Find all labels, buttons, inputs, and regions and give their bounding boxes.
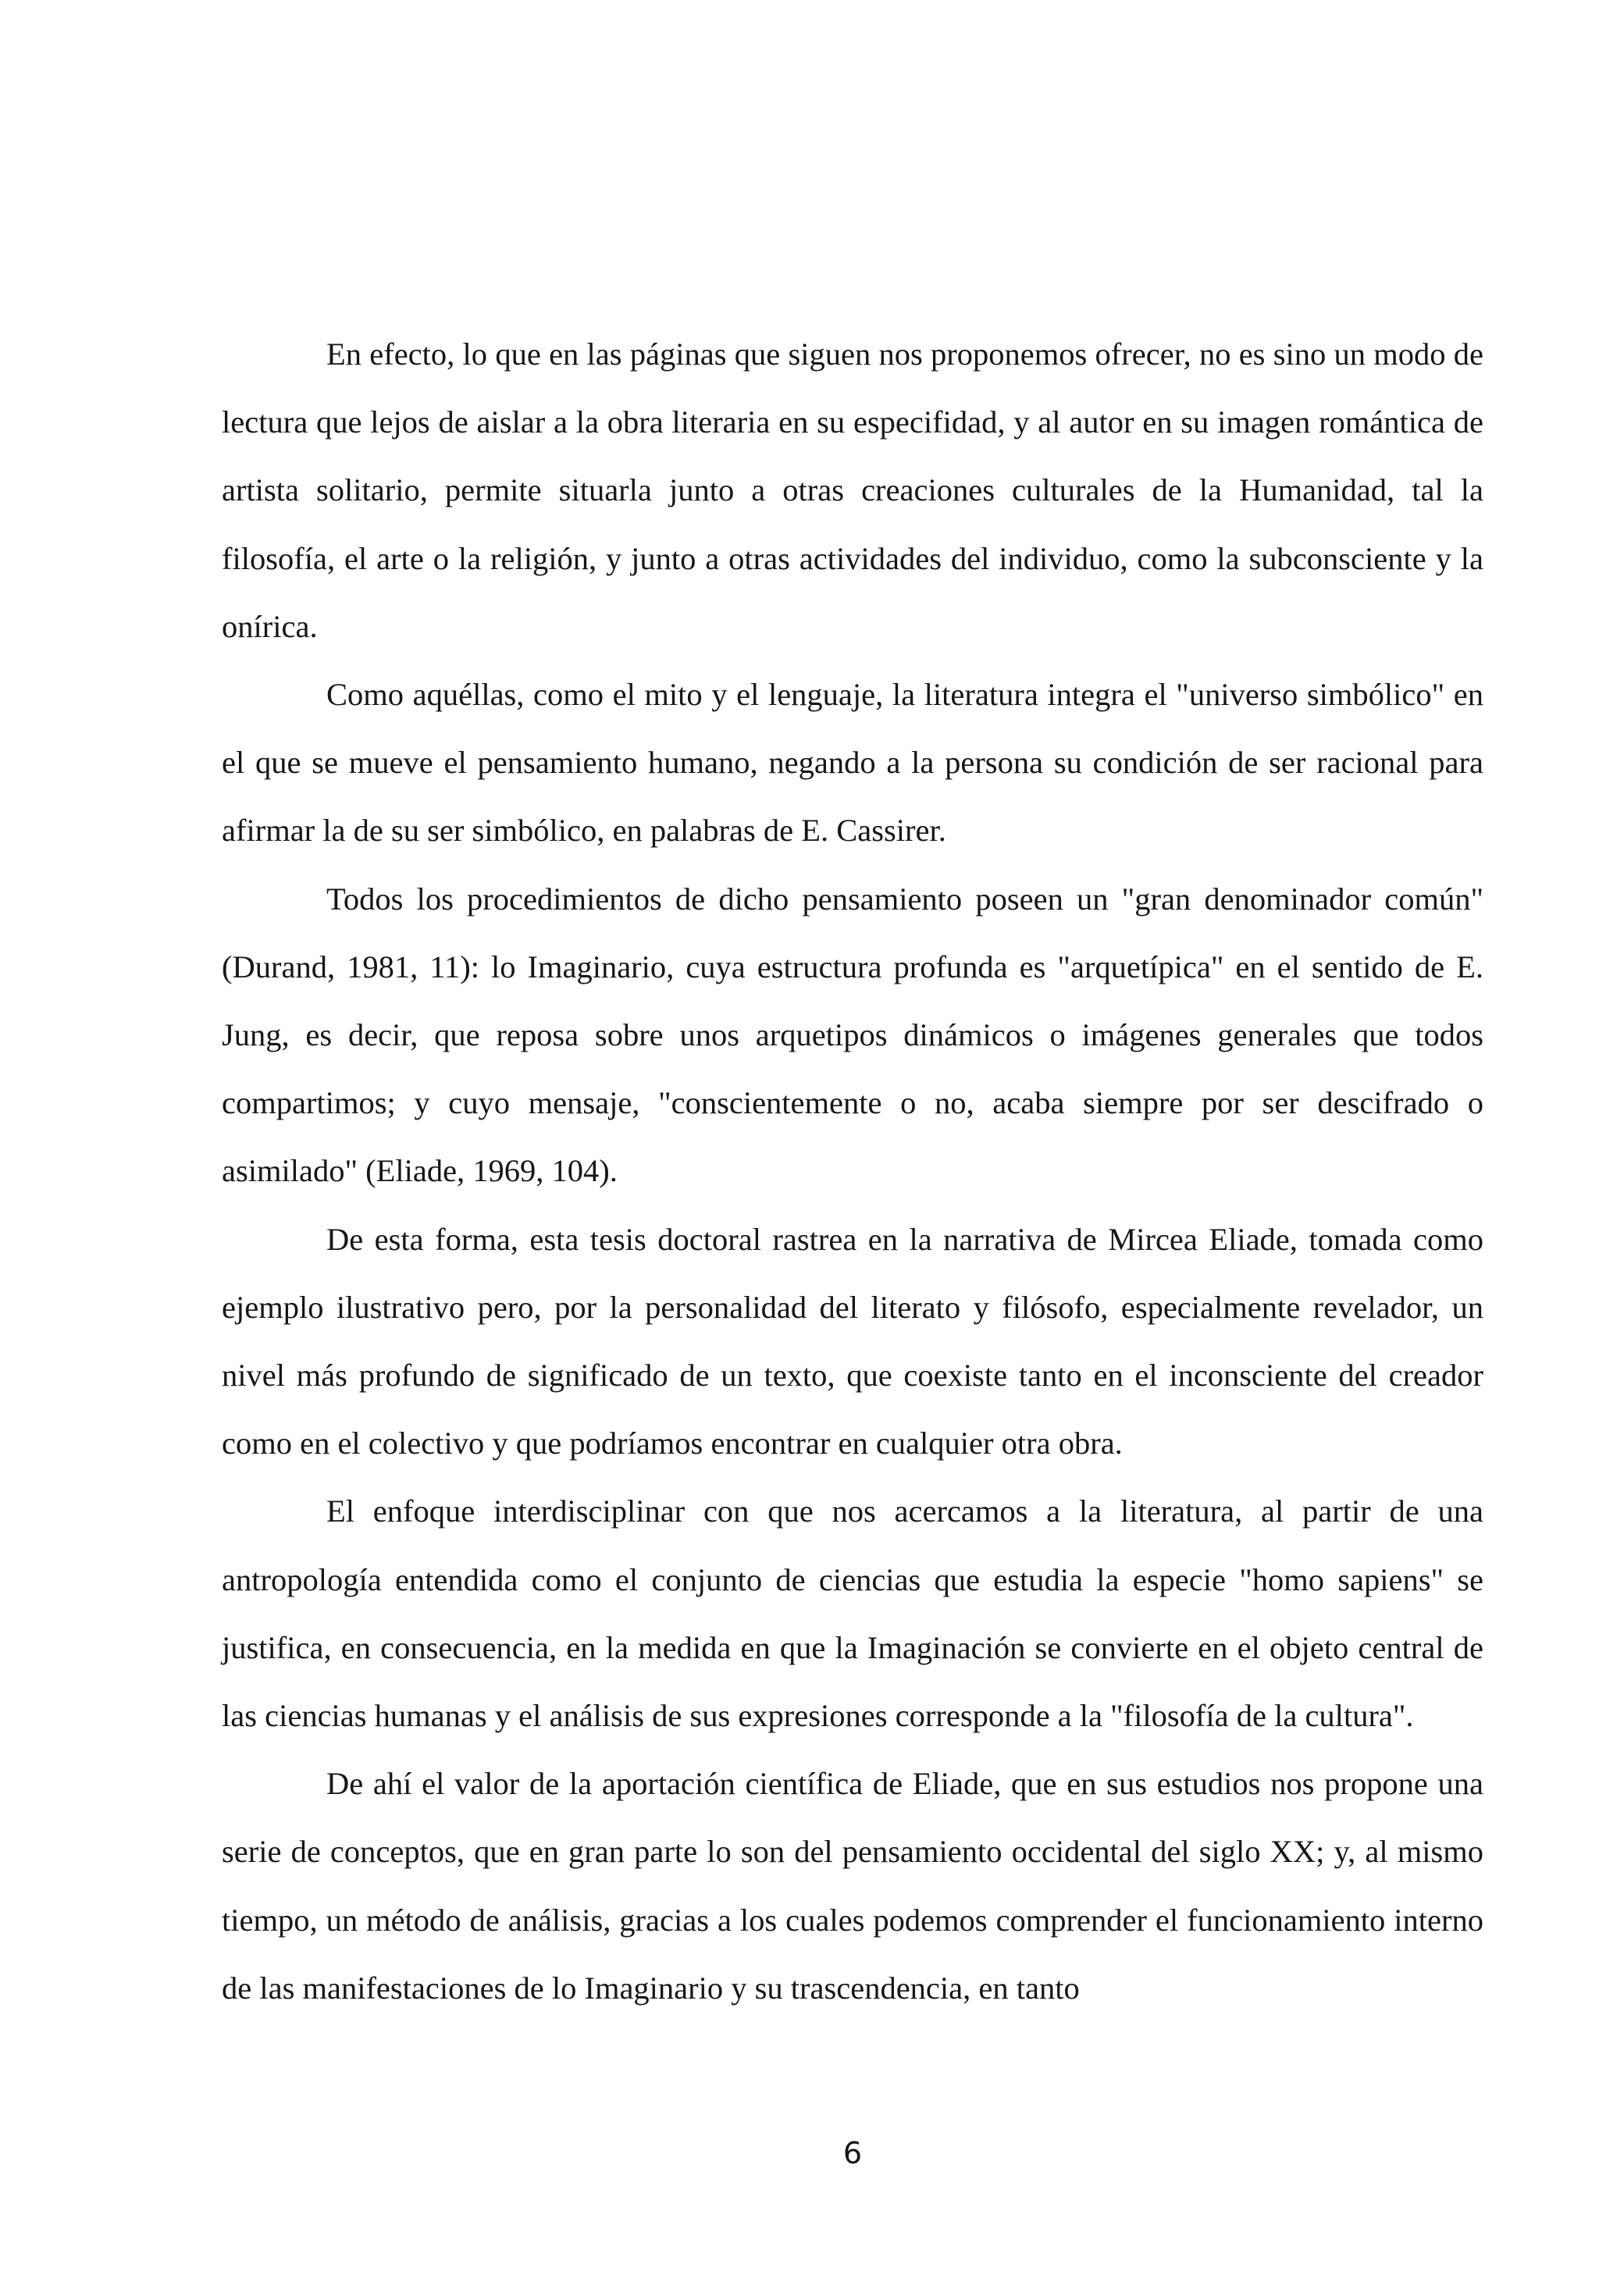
paragraph-4: De esta forma, esta tesis doctoral rastrea en la narrativa de Mircea Eliade, tomada como ejemplo ilustrativo pero, por la personalidad del literato y filósofo, especialmente revelador, un nivel más profundo de significado de un texto, que coexiste tanto en el inconsciente del creador como en el colectivo y que podríamos encontrar en cualquier otra obra. (222, 1221, 1483, 1461)
paragraph-6: De ahí el valor de la aportación científica de Eliade, que en sus estudios nos propone una serie de conceptos, que en gran parte lo son del pensamiento occidental del siglo XX; y, al mismo tiempo, un método de análisis, gracias a los cuales podemos comprender el funcionamiento interno de las manifestaciones de lo Imaginario y su trascendencia, en tanto (222, 1766, 1483, 2006)
paragraph-2: Como aquéllas, como el mito y el lenguaje, la literatura integra el "universo simbólico" en el que se mueve el pensamiento humano, negando a la persona su condición de ser racional para afirmar la de su ser simbólico, en palabras de E. Cassirer. (222, 677, 1483, 849)
body-text (222, 320, 1483, 2022)
paragraph-3: Todos los procedimientos de dicho pensamiento poseen un "gran denominador común" (Durand, 1981, 11): lo Imaginario, cuya estructura profunda es "arquetípica" en el sentido de E. Jung, es decir, que reposa sobre unos arquetipos dinámicos o imágenes generales que todos compartimos; y cuyo mensaje, "conscientemente o no, acaba siempre por ser descifrado o asimilado" (Eliade, 1969, 104). (222, 881, 1483, 1189)
page-number: 6 (842, 2136, 863, 2170)
paragraph-5: El enfoque interdisciplinar con que nos acercamos a la literatura, al partir de una antropología entendida como el conjunto de ciencias que estudia la especie "homo sapiens" se justifica, en consecuencia, en la medida en que la Imaginación se convierte en el objeto central de las ciencias humanas y el análisis de sus expresiones corresponde a la "filosofía de la cultura". (222, 1493, 1483, 1734)
paragraph-1: En efecto, lo que en las páginas que siguen nos proponemos ofrecer, no es sino un modo de lectura que lejos de aislar a la obra literaria en su especifidad, y al autor en su imagen romántica de artista solitario, permite situarla junto a otras creaciones culturales de la Humanidad, tal la filosofía, el arte o la religión, y junto a otras actividades del individuo, como la subconsciente y la onírica. (222, 336, 1483, 644)
